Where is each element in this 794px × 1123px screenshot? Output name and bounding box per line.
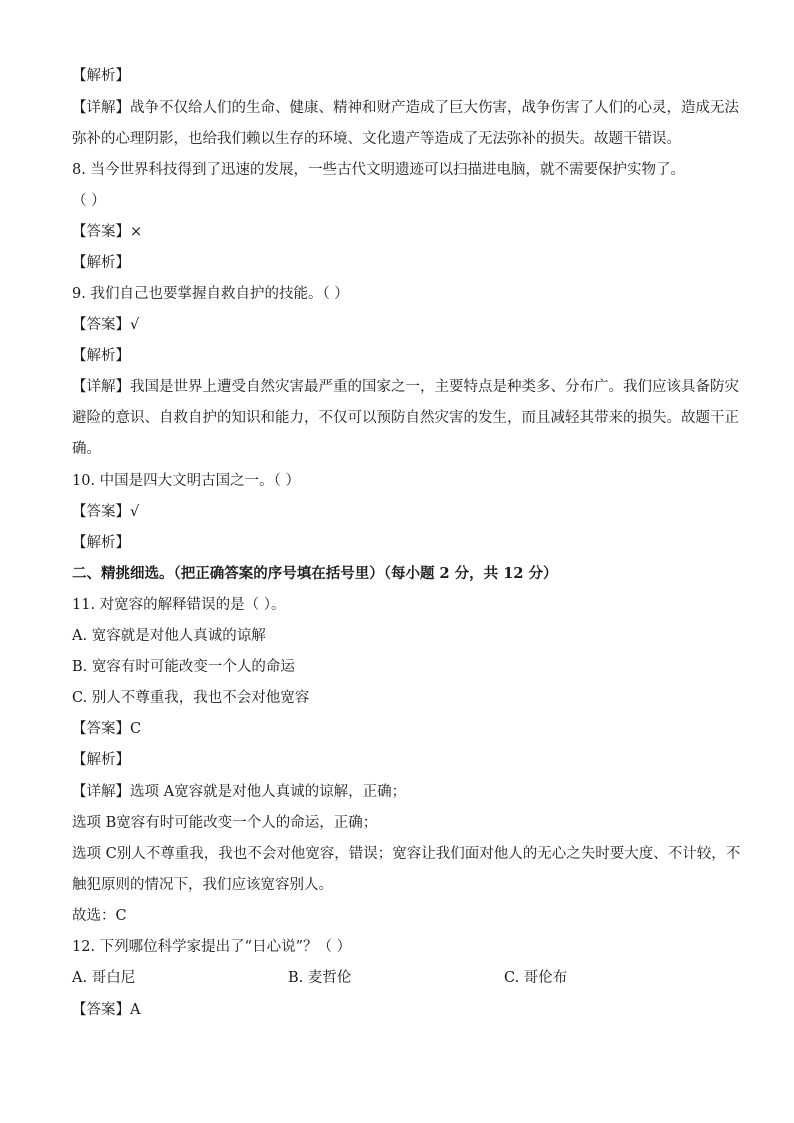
detail-text-line: 避险的意识、自救自护的知识和能力，不仅可以预防自然灾害的发生，而且减轻其带来的损失。故题干正 <box>72 410 739 426</box>
analysis-label: 【解析】 <box>72 348 130 364</box>
analysis-label: 【解析】 <box>72 752 130 768</box>
answer-label: 【答案】C <box>72 721 142 737</box>
answer-label: 【答案】√ <box>72 504 140 520</box>
section-heading: 二、精挑细选。（把正确答案的序号填在括号里）（每小题 2 分，共 12 分） <box>72 565 558 582</box>
answer-blank: （ ） <box>72 193 106 209</box>
question-9: 9. 我们自己也要掌握自救自护的技能。（ ） <box>72 286 349 302</box>
option-a: A. 哥白尼 <box>72 970 136 986</box>
option-c: C. 哥伦布 <box>504 970 568 986</box>
question-8: 8. 当今世界科技得到了迅速的发展，一些古代文明遗迹可以扫描进电脑，就不需要保护实物了。 <box>72 162 685 178</box>
analysis-label: 【解析】 <box>72 255 130 271</box>
question-12-options <box>72 968 722 988</box>
detail-text-line: 触犯原则的情况下，我们应该宽容别人。 <box>72 877 333 893</box>
detail-text-line: 弥补的心理阴影，也给我们赖以生存的环境、文化遗产等造成了无法弥补的损失。故题干错误。 <box>72 131 681 147</box>
analysis-label: 【解析】 <box>72 535 130 551</box>
analysis-label: 【解析】 <box>72 68 130 84</box>
question-10: 10. 中国是四大文明古国之一。（ ） <box>72 473 301 489</box>
choice-result: 故选：C <box>72 908 127 924</box>
answer-label: 【答案】× <box>72 224 143 240</box>
detail-text-line: 【详解】选项 A宽容就是对他人真诚的谅解，正确； <box>72 784 407 800</box>
detail-text-line: 选项 B宽容有时可能改变一个人的命运，正确； <box>72 815 378 831</box>
question-11: 11. 对宽容的解释错误的是（ ）。 <box>72 597 286 613</box>
question-12: 12. 下列哪位科学家提出了“日心说”？（ ） <box>72 939 352 955</box>
answer-label: 【答案】A <box>72 1002 141 1018</box>
detail-text-line: 【详解】战争不仅给人们的生命、健康、精神和财产造成了巨大伤害，战争伤害了人们的心灵，造成无法 <box>72 100 739 116</box>
option-b: B. 宽容有时可能改变一个人的命运 <box>72 659 295 675</box>
detail-text-line: 选项 C别人不尊重我，我也不会对他宽容，错误；宽容让我们面对他人的无心之失时要大度、不计较，不 <box>72 846 741 862</box>
answer-label: 【答案】√ <box>72 317 140 333</box>
option-c: C. 别人不尊重我，我也不会对他宽容 <box>72 690 310 706</box>
detail-text-line: 确。 <box>72 441 101 457</box>
detail-text-line: 【详解】我国是世界上遭受自然灾害最严重的国家之一，主要特点是种类多、分布广。我们应该具备防灾 <box>72 379 739 395</box>
option-a: A. 宽容就是对他人真诚的谅解 <box>72 628 266 644</box>
option-b: B. 麦哲伦 <box>288 970 352 986</box>
